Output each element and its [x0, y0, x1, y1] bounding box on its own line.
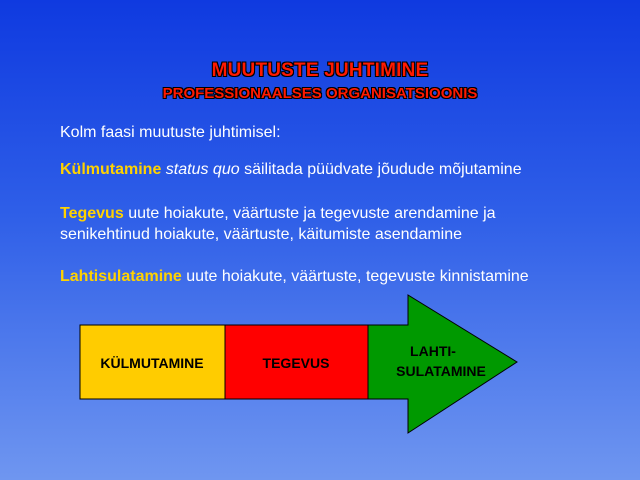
slide-title: MUUTUSTE JUHTIMINE	[211, 60, 429, 81]
phase-label-kulmutamine: KÜLMUTAMINE	[100, 355, 204, 371]
item-keyword: Tegevus	[60, 205, 124, 222]
item-keyword: Lahtisulatamine	[60, 268, 182, 285]
intro-text: Kolm faasi muutuste juhtimisel:	[60, 124, 281, 141]
phase-label-tegevus: TEGEVUS	[262, 355, 330, 371]
item-text: säilitada püüdvate jõudude mõjutamine	[244, 161, 522, 178]
phase-label-lahti-line1: LAHTI-	[410, 343, 456, 359]
item-tegevus-cont: senikehtinud hoiakute, väärtuste, käitumiste asendamine	[60, 226, 463, 243]
item-italic: status quo	[165, 161, 240, 178]
item-keyword: Külmutamine	[60, 161, 162, 178]
item-text: uute hoiakute, väärtuste ja tegevuste arendamine ja	[128, 205, 496, 222]
slide-subtitle: PROFESSIONAALSES ORGANISATSIOONIS	[162, 85, 478, 102]
phase-label-lahti-line2: SULATAMINE	[396, 363, 486, 379]
item-text: uute hoiakute, väärtuste, tegevuste kinnistamine	[186, 268, 529, 285]
